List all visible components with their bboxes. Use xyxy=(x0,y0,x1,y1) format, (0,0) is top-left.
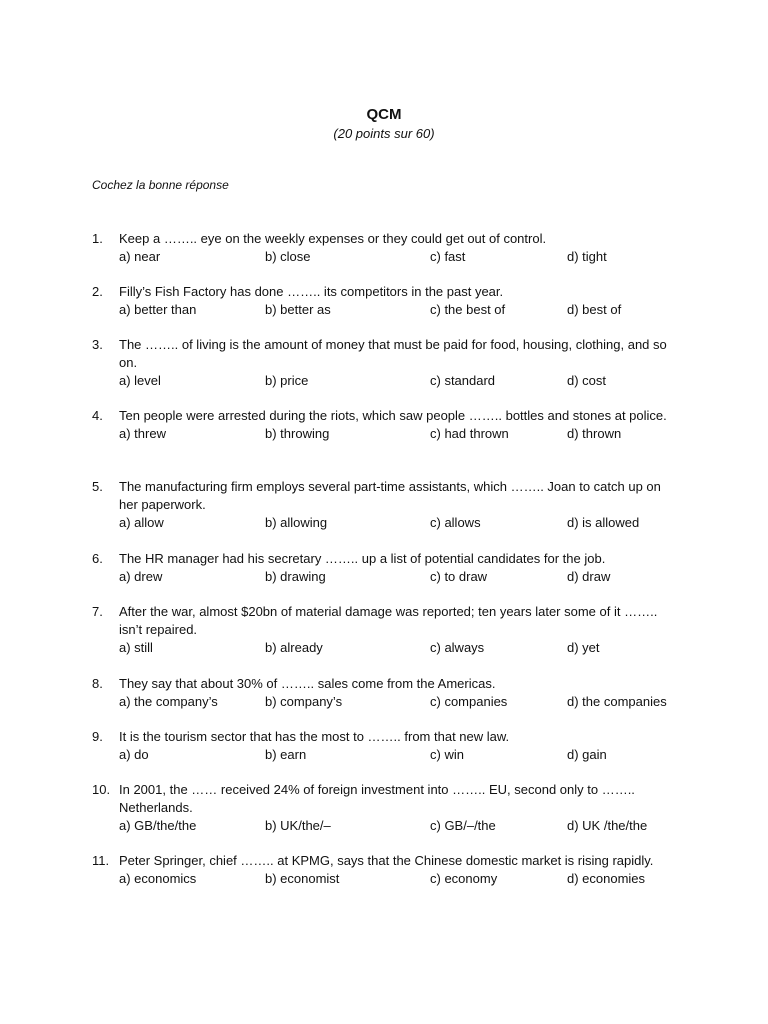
question-number: 9. xyxy=(92,729,103,744)
option-b[interactable]: b) UK/the/– xyxy=(265,818,331,833)
option-a[interactable]: a) level xyxy=(119,373,161,388)
option-a[interactable]: a) allow xyxy=(119,515,164,530)
question-number: 8. xyxy=(92,676,103,691)
answer-options xyxy=(119,514,692,532)
question-text: Keep a …….. eye on the weekly expenses or they could get out of control. xyxy=(119,231,547,246)
answer-options xyxy=(119,746,692,764)
option-c[interactable]: c) GB/–/the xyxy=(430,818,496,833)
answer-options xyxy=(119,693,692,711)
question-number: 5. xyxy=(92,479,103,494)
option-c[interactable]: c) economy xyxy=(430,871,498,886)
option-c[interactable]: c) win xyxy=(430,747,464,762)
question-text: They say that about 30% of …….. sales come from the Americas. xyxy=(119,676,496,691)
option-d[interactable]: d) the companies xyxy=(567,694,667,709)
question-3 xyxy=(92,336,692,390)
option-d[interactable]: d) yet xyxy=(567,640,600,655)
question-7 xyxy=(92,603,692,657)
question-text: Ten people were arrested during the riots, which saw people …….. bottles and stones at police. xyxy=(119,408,667,423)
option-c[interactable]: c) allows xyxy=(430,515,481,530)
page-subtitle: (20 points sur 60) xyxy=(333,126,435,141)
option-c[interactable]: c) had thrown xyxy=(430,426,509,441)
question-text: In 2001, the …… received 24% of foreign investment into …….. EU, second only to …….. Netherlands. xyxy=(119,782,635,815)
option-b[interactable]: b) price xyxy=(265,373,309,388)
answer-options xyxy=(119,870,692,888)
question-5 xyxy=(92,478,692,532)
option-a[interactable]: a) economics xyxy=(119,871,197,886)
question-4 xyxy=(92,407,692,443)
answer-options xyxy=(119,372,692,390)
option-b[interactable]: b) economist xyxy=(265,871,340,886)
question-number: 4. xyxy=(92,408,103,423)
question-10 xyxy=(92,781,692,835)
option-a[interactable]: a) near xyxy=(119,249,161,264)
answer-options xyxy=(119,301,692,319)
question-8 xyxy=(92,675,692,711)
option-b[interactable]: b) earn xyxy=(265,747,307,762)
question-number: 10. xyxy=(92,782,111,797)
question-text: After the war, almost $20bn of material damage was reported; ten years later some of it …….. isn’t repaired. xyxy=(119,604,658,637)
answer-options xyxy=(119,425,692,443)
option-b[interactable]: b) better as xyxy=(265,302,331,317)
option-c[interactable]: c) standard xyxy=(430,373,496,388)
question-number: 11. xyxy=(92,853,110,868)
question-text: The manufacturing firm employs several part-time assistants, which …….. Joan to catch up on her paperwork. xyxy=(119,479,661,512)
option-d[interactable]: d) economies xyxy=(567,871,646,886)
option-c[interactable]: c) the best of xyxy=(430,302,506,317)
option-a[interactable]: a) the company’s xyxy=(119,694,218,709)
question-number: 7. xyxy=(92,604,103,619)
answer-options xyxy=(119,568,692,586)
option-b[interactable]: b) drawing xyxy=(265,569,326,584)
question-text: The HR manager had his secretary …….. up a list of potential candidates for the job. xyxy=(119,551,606,566)
answer-options xyxy=(119,639,692,657)
answer-options xyxy=(119,817,692,835)
option-d[interactable]: d) thrown xyxy=(567,426,622,441)
question-number: 1. xyxy=(92,231,103,246)
question-text: The …….. of living is the amount of money that must be paid for food, housing, clothing, and so on. xyxy=(119,337,667,370)
option-d[interactable]: d) gain xyxy=(567,747,607,762)
option-a[interactable]: a) GB/the/the xyxy=(119,818,197,833)
option-a[interactable]: a) better than xyxy=(119,302,197,317)
option-d[interactable]: d) UK /the/the xyxy=(567,818,648,833)
question-text: Filly’s Fish Factory has done …….. its competitors in the past year. xyxy=(119,284,504,299)
option-a[interactable]: a) drew xyxy=(119,569,163,584)
option-c[interactable]: c) to draw xyxy=(430,569,488,584)
option-b[interactable]: b) company’s xyxy=(265,694,343,709)
option-b[interactable]: b) close xyxy=(265,249,311,264)
option-a[interactable]: a) threw xyxy=(119,426,166,441)
question-1 xyxy=(92,230,692,266)
answer-options xyxy=(119,248,692,266)
option-b[interactable]: b) throwing xyxy=(265,426,330,441)
option-d[interactable]: d) is allowed xyxy=(567,515,640,530)
option-a[interactable]: a) still xyxy=(119,640,153,655)
option-c[interactable]: c) fast xyxy=(430,249,466,264)
question-6 xyxy=(92,550,692,586)
question-number: 2. xyxy=(92,284,103,299)
question-number: 3. xyxy=(92,337,103,352)
question-2 xyxy=(92,283,692,319)
option-b[interactable]: b) allowing xyxy=(265,515,328,530)
option-c[interactable]: c) companies xyxy=(430,694,508,709)
question-number: 6. xyxy=(92,551,103,566)
option-a[interactable]: a) do xyxy=(119,747,149,762)
question-text: Peter Springer, chief …….. at KPMG, says that the Chinese domestic market is rising rapidly. xyxy=(119,853,654,868)
page-title: QCM xyxy=(366,106,402,123)
question-9 xyxy=(92,728,692,764)
option-d[interactable]: d) best of xyxy=(567,302,622,317)
option-d[interactable]: d) cost xyxy=(567,373,607,388)
option-b[interactable]: b) already xyxy=(265,640,323,655)
question-11 xyxy=(92,852,692,888)
question-text: It is the tourism sector that has the most to …….. from that new law. xyxy=(119,729,510,744)
option-d[interactable]: d) draw xyxy=(567,569,611,584)
option-d[interactable]: d) tight xyxy=(567,249,607,264)
instruction-text: Cochez la bonne réponse xyxy=(92,178,229,192)
option-c[interactable]: c) always xyxy=(430,640,485,655)
